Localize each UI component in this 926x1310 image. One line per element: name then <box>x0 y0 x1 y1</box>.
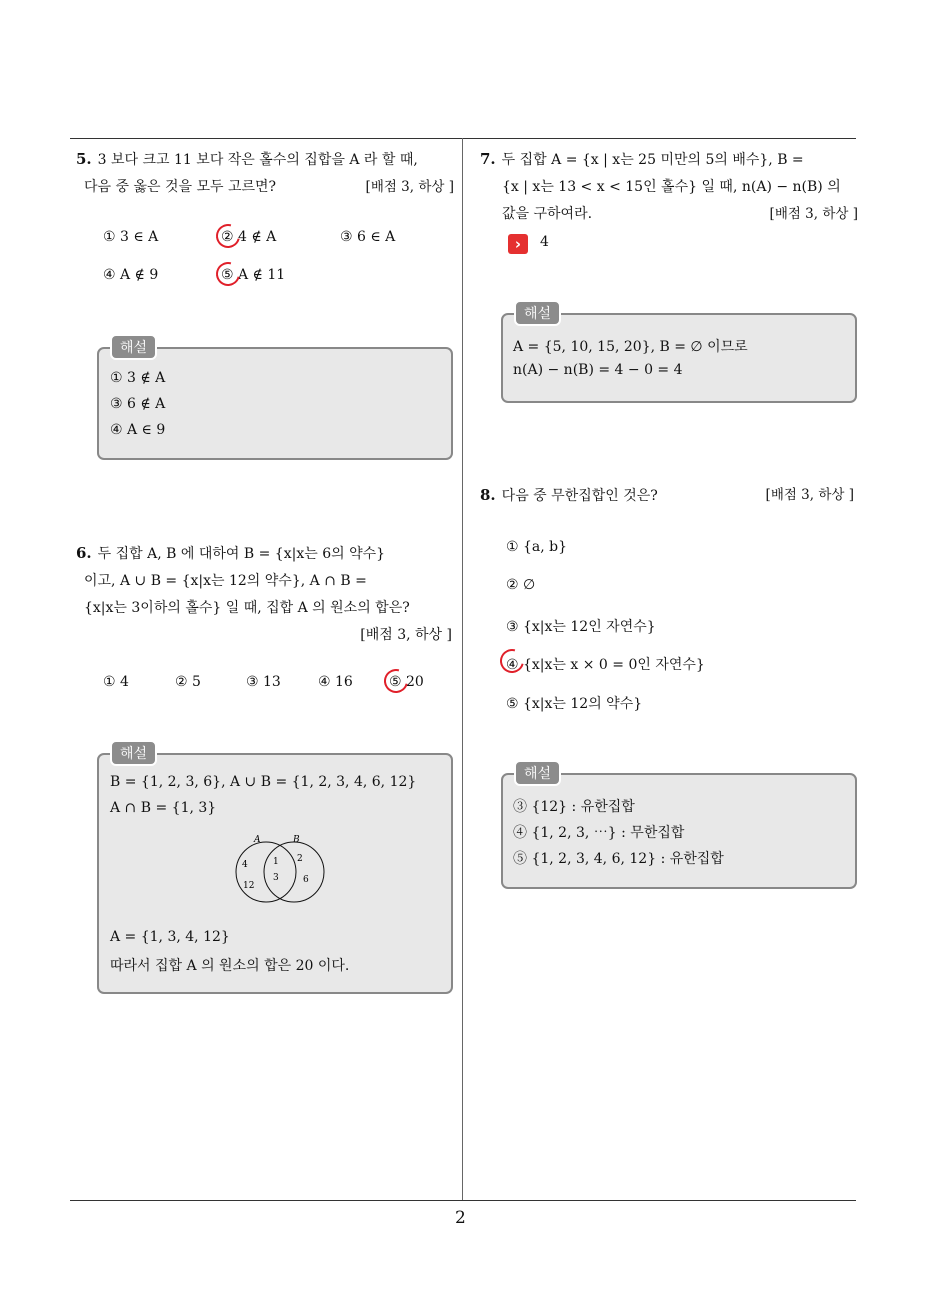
solution-line: A = {5, 10, 15, 20}, B = ∅ 이므로 <box>513 339 748 355</box>
venn-element: 4 <box>242 860 248 870</box>
venn-element: 1 <box>273 857 279 867</box>
column-divider <box>462 138 463 1201</box>
solution-line: A = {1, 3, 4, 12} <box>110 929 230 945</box>
question-text: {x | x는 13 < x < 15인 홀수} 일 때, n(A) − n(B) 의 <box>502 179 841 195</box>
solution-tab: 해설 <box>514 300 561 326</box>
venn-element: 12 <box>243 881 255 891</box>
choice-1[interactable]: ① {a, b} <box>506 539 568 555</box>
question-text: {x|x는 3이하의 홀수} 일 때, 집합 A 의 원소의 합은? <box>84 600 410 616</box>
choice-4[interactable]: ④ A ∉ 9 <box>103 267 159 283</box>
question-text: 다음 중 무한집합인 것은? <box>501 488 658 504</box>
choice-3[interactable]: ③ 6 ∈ A <box>340 229 396 245</box>
question-5 <box>76 146 454 201</box>
venn-label-a: A <box>254 835 261 845</box>
choice-2[interactable]: ② ∅ <box>506 577 536 593</box>
choice-1[interactable]: ① 4 <box>103 674 129 690</box>
choice-4[interactable]: ④ {x|x는 x × 0 = 0인 자연수} <box>506 657 705 673</box>
solution-line: ⑤ {1, 2, 3, 4, 6, 12} : 유한집합 <box>513 851 724 867</box>
solution-tab: 해설 <box>110 740 157 766</box>
score-label: [배점 3, 하상 ] <box>765 487 854 503</box>
venn-element: 3 <box>273 873 279 883</box>
solution-line: n(A) − n(B) = 4 − 0 = 4 <box>513 362 683 378</box>
choice-2[interactable]: ② 4 ∉ A <box>221 229 277 245</box>
answer-arrow-icon: › <box>508 234 528 254</box>
solution-box <box>501 313 857 403</box>
question-number: 7. <box>480 150 496 168</box>
question-text: 두 집합 A = {x | x는 25 미만의 5의 배수}, B = <box>501 152 804 168</box>
score-label: [배점 3, 하상 ] <box>769 206 858 222</box>
solution-line: ③ {12} : 유한집합 <box>513 799 635 815</box>
score-label: [배점 3, 하상 ] <box>365 179 454 195</box>
solution-line: ③ 6 ∉ A <box>110 396 166 412</box>
score-label: [배점 3, 하상 ] <box>360 627 452 643</box>
question-8 <box>480 482 854 510</box>
solution-line: 따라서 집합 A 의 원소의 합은 20 이다. <box>110 958 350 974</box>
choice-1[interactable]: ① 3 ∈ A <box>103 229 159 245</box>
solution-line: ④ A ∈ 9 <box>110 422 166 438</box>
choice-5[interactable]: ⑤ {x|x는 12의 약수} <box>506 696 643 712</box>
solution-tab: 해설 <box>110 334 157 360</box>
answer-circle-mark <box>380 665 413 698</box>
choice-3[interactable]: ③ 13 <box>246 674 281 690</box>
question-6 <box>76 540 456 649</box>
solution-tab: 해설 <box>514 760 561 786</box>
question-number: 6. <box>76 544 92 562</box>
bottom-rule <box>70 1200 856 1201</box>
top-rule <box>70 138 856 139</box>
choice-4[interactable]: ④ 16 <box>318 674 353 690</box>
answer-circle-mark <box>212 258 245 291</box>
choice-2[interactable]: ② 5 <box>175 674 201 690</box>
choice-5[interactable]: ⑤ 20 <box>389 674 424 690</box>
venn-element: 6 <box>303 875 309 885</box>
question-text: 두 집합 A, B 에 대하여 B = {x|x는 6의 약수} <box>97 546 386 562</box>
page-number: 2 <box>455 1208 466 1228</box>
choice-5[interactable]: ⑤ A ∉ 11 <box>221 267 286 283</box>
venn-diagram <box>215 830 335 910</box>
venn-element: 2 <box>297 854 303 864</box>
question-number: 8. <box>480 486 496 504</box>
solution-line: ① 3 ∉ A <box>110 370 166 386</box>
venn-label-b: B <box>293 835 300 845</box>
solution-line: B = {1, 2, 3, 6}, A ∪ B = {1, 2, 3, 4, 6, 12} <box>110 774 417 790</box>
answer-circle-mark <box>212 220 245 253</box>
question-text: 3 보다 크고 11 보다 작은 홀수의 집합을 A 라 할 때, <box>97 152 418 168</box>
choice-3[interactable]: ③ {x|x는 12인 자연수} <box>506 619 656 635</box>
question-text: 이고, A ∪ B = {x|x는 12의 약수}, A ∩ B = <box>84 573 367 589</box>
solution-line: ④ {1, 2, 3, ⋯} : 무한집합 <box>513 825 685 841</box>
question-7 <box>480 146 858 228</box>
question-text: 값을 구하여라. <box>502 206 593 222</box>
solution-line: A ∩ B = {1, 3} <box>110 800 217 816</box>
question-text: 다음 중 옳은 것을 모두 고르면? <box>84 179 277 195</box>
question-number: 5. <box>76 150 92 168</box>
answer-value: 4 <box>540 234 549 250</box>
